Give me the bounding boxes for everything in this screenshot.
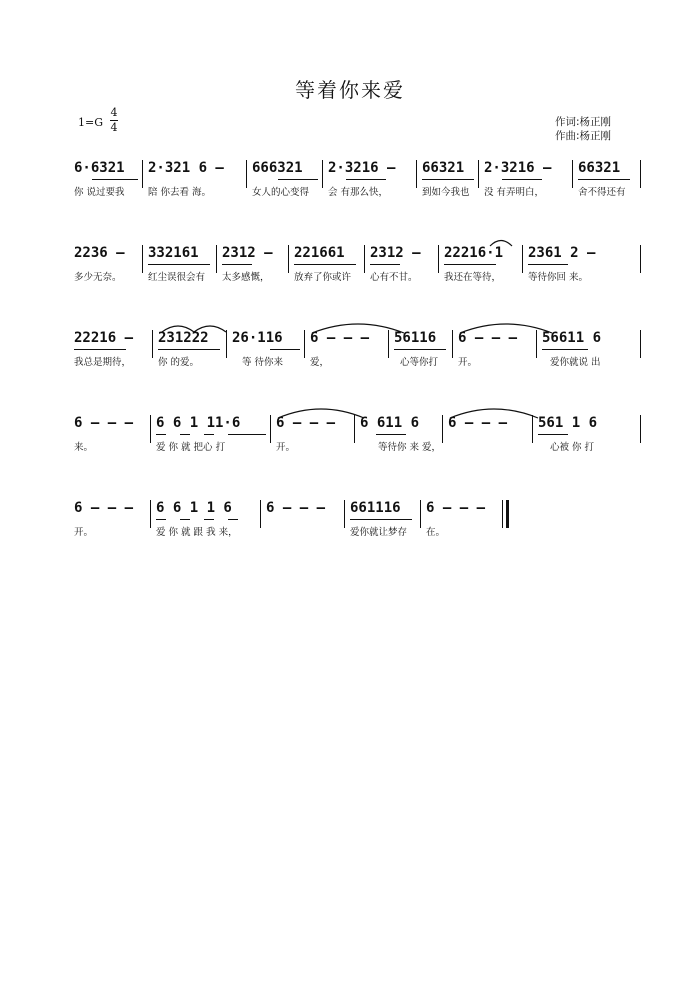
measure-lyrics: 红尘误很会有 [148, 272, 206, 283]
measure-notes: 2312 – [370, 245, 421, 261]
measure-lyrics: 等待你 来 爱， [378, 442, 442, 453]
measure-notes: 231222 [158, 330, 209, 346]
measure-notes: 6 611 6 [360, 415, 420, 431]
measure-notes: 221661 [294, 245, 345, 261]
measure-lyrics: 等 待你来 [242, 357, 284, 368]
measure-lyrics: 太多感慨， [222, 272, 270, 283]
measure-notes: 6 – – – [74, 500, 134, 516]
measure-notes: 661116 [350, 500, 401, 516]
measure-lyrics: 我总是期待， [74, 357, 132, 368]
measure-lyrics: 你 说过要我 [74, 187, 125, 198]
measure-notes: 6 – – – [426, 500, 486, 516]
measure-lyrics: 心有不甘。 [370, 272, 418, 283]
measure-notes: 6 – – – [276, 415, 336, 431]
measure-lyrics: 爱你就说 出 [550, 357, 601, 368]
composer: 作曲:杨正刚 [555, 130, 612, 142]
measure-lyrics: 会 有那么快， [328, 187, 389, 198]
credits [555, 115, 611, 143]
measure-notes: 6 – – – [458, 330, 518, 346]
measure-lyrics: 爱你就让梦存 [350, 527, 408, 538]
measure-lyrics: 你 的爱。 [158, 357, 200, 368]
measure-lyrics: 来。 [74, 442, 94, 453]
measure-notes: 6 6 1 1 6 [156, 500, 232, 516]
lyricist: 作词:杨正刚 [555, 116, 612, 128]
measure-notes: 2·321 6 – [148, 160, 224, 176]
measure-notes: 2312 – [222, 245, 273, 261]
measure-lyrics: 开。 [458, 357, 478, 368]
measure-lyrics: 心被 你 打 [550, 442, 595, 453]
measure-notes: 6 6 1 11·6 [156, 415, 241, 431]
measure-lyrics: 在。 [426, 527, 446, 538]
staff-system [70, 500, 650, 538]
measure-lyrics: 陪 你去看 海。 [148, 187, 212, 198]
time-signature-bottom: 4 [110, 121, 118, 134]
time-signature [108, 106, 120, 135]
measure-notes: 2·3216 – [484, 160, 552, 176]
measure-lyrics: 没 有弄明白， [484, 187, 545, 198]
song-title: 等着你来爱 [295, 78, 405, 102]
key-signature: 1=G [78, 116, 104, 129]
measure-notes: 332161 [148, 245, 199, 261]
measure-lyrics: 舍不得还有 [578, 187, 626, 198]
measure-lyrics: 爱， [310, 357, 330, 368]
staff-system [70, 415, 650, 453]
measure-notes: 6·6321 [74, 160, 125, 176]
measure-notes: 66321 [578, 160, 621, 176]
staff-system [70, 330, 650, 368]
measure-notes: 561 1 6 [538, 415, 598, 431]
time-signature-top: 4 [110, 106, 118, 119]
measure-lyrics: 爱 你 就 跟 我 来， [156, 527, 238, 538]
measure-notes: 22216·1 [444, 245, 504, 261]
measure-notes: 6 – – – [74, 415, 134, 431]
measure-notes: 666321 [252, 160, 303, 176]
measure-notes: 6 – – – [448, 415, 508, 431]
measure-lyrics: 心等你打 [400, 357, 439, 368]
measure-notes: 66321 [422, 160, 465, 176]
measure-notes: 56611 6 [542, 330, 602, 346]
measure-lyrics: 我还在等待， [444, 272, 502, 283]
measure-notes: 2361 2 – [528, 245, 596, 261]
measure-lyrics: 多少无奈。 [74, 272, 122, 283]
staff-system [70, 160, 650, 198]
measure-notes: 6 – – – [310, 330, 370, 346]
measure-lyrics: 女人的心变得 [252, 187, 310, 198]
measure-notes: 2236 – [74, 245, 125, 261]
measure-lyrics: 开。 [74, 527, 94, 538]
measure-notes: 2·3216 – [328, 160, 396, 176]
measure-lyrics: 爱 你 就 把心 打 [156, 442, 226, 453]
measure-lyrics: 开。 [276, 442, 296, 453]
measure-lyrics: 等待你回 来。 [528, 272, 589, 283]
measure-lyrics: 放弃了你或许 [294, 272, 352, 283]
measure-notes: 56116 [394, 330, 437, 346]
measure-notes: 6 – – – [266, 500, 326, 516]
measure-notes: 26·116 [232, 330, 283, 346]
measure-lyrics: 到如今我也 [422, 187, 470, 198]
staff-system [70, 245, 650, 283]
measure-notes: 22216 – [74, 330, 134, 346]
